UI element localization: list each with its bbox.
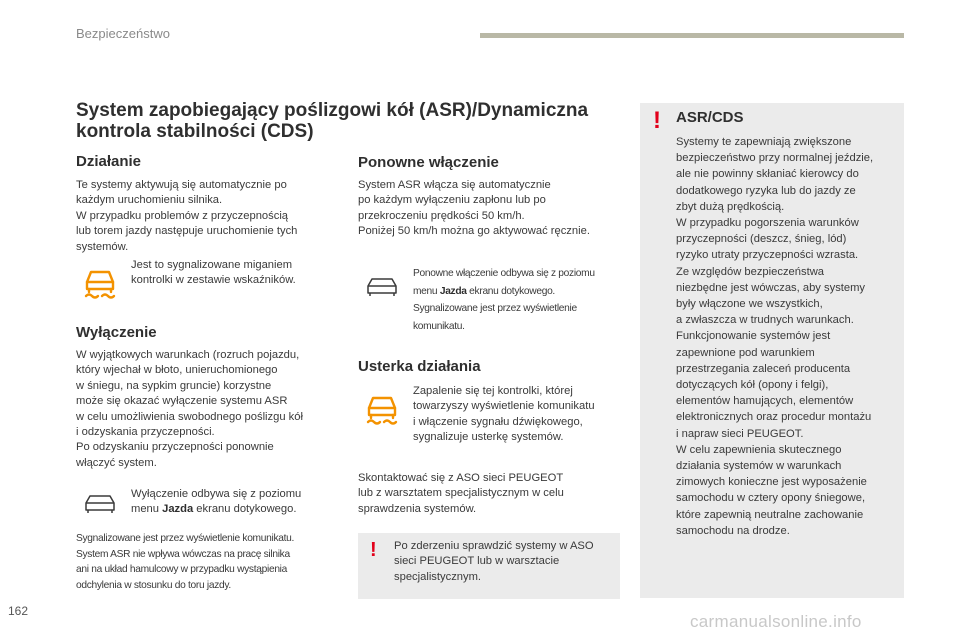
text-line: zapewnione pod warunkiem: [676, 346, 815, 359]
text-line: towarzyszy wyświetlenie komunikatu: [413, 400, 595, 413]
text-line: W wyjątkowych warunkach (rozruch pojazdu,: [76, 349, 300, 361]
text-line: W przypadku problemów z przyczepnością: [76, 209, 289, 222]
dzialanie-text: [76, 178, 346, 255]
text-line: ani na układ hamulcowy w przypadku wystąpienia: [76, 564, 288, 575]
text-line: i włączenie sygnału dźwiękowego,: [413, 415, 583, 428]
exclamation-icon: !: [653, 107, 661, 134]
text-line: Jest to sygnalizowane miganiem: [131, 259, 293, 271]
watermark: carmanualsonline.info: [690, 612, 862, 631]
text-line: który wjechał w błoto, unieruchomionego: [76, 364, 278, 377]
text-line: lub torem jazdy następuje uruchomienie tych: [76, 225, 298, 238]
wylaczenie-menu-text: [131, 487, 341, 518]
text-line: Po zderzeniu sprawdzić systemy w ASO: [394, 540, 594, 552]
wylaczenie-note: [76, 531, 356, 593]
ponowne-text: [358, 178, 628, 240]
text-line: elementów hamujących, elementów: [676, 395, 854, 408]
text-line: komunikatu.: [413, 320, 465, 332]
sidebar-heading: ASR/CDS: [676, 109, 744, 126]
text-line: Sygnalizowane jest przez wyświetlenie: [413, 303, 577, 314]
text-line: [131, 502, 341, 517]
text-line: zimowych konieczne jest wyposażenie: [676, 476, 867, 489]
text-line: elektronicznych oraz procedur montażu: [676, 411, 872, 424]
text-line: Systemy te zapewniają zwiększone: [676, 136, 852, 148]
text-line: Te systemy aktywują się automatycznie po: [76, 179, 287, 191]
text-line: Poniżej 50 km/h można go aktywować ręcznie.: [358, 225, 590, 238]
menu-name-bold: Jazda: [439, 285, 467, 297]
text-line: W przypadku pogorszenia warunków: [676, 217, 859, 230]
text-fragment: ekranu dotykowego.: [466, 285, 555, 297]
text-line: ale nie powinny skłaniać kierowcy do: [676, 168, 859, 181]
car-menu-icon: [82, 493, 118, 515]
text-line: samochodu na drodze.: [676, 524, 790, 537]
asr-cds-sidebar: [640, 103, 904, 598]
text-fragment: ekranu dotykowego.: [193, 503, 297, 516]
text-line: przyczepności (deszcz, śnieg, lód): [676, 233, 847, 246]
text-line: przestrzegania zaleceń producenta: [676, 362, 851, 375]
text-line: każdym uruchomieniu silnika.: [76, 194, 223, 207]
exclamation-icon: !: [370, 539, 377, 561]
car-menu-icon: [364, 276, 400, 298]
heading-usterka: Usterka działania: [358, 358, 481, 375]
text-line: sieci PEUGEOT lub w warsztacie: [394, 555, 560, 568]
text-line: lub z warsztatem specjalistycznym w celu: [358, 487, 564, 500]
text-line: działania systemów w warunkach: [676, 460, 842, 473]
text-line: a zwłaszcza w trudnych warunkach.: [676, 314, 854, 327]
text-line: niezbędne jest wówczas, aby systemy: [676, 281, 866, 294]
collision-note-text: [394, 539, 616, 585]
text-line: po każdym wyłączeniu zapłonu lub po: [358, 194, 546, 207]
section-label: Bezpieczeństwo: [76, 26, 170, 41]
text-line: ryzyko utraty przyczepności wzrasta.: [676, 249, 859, 262]
text-line: System ASR nie wpływa wówczas na pracę silnika: [76, 548, 290, 560]
text-line: w śniegu, na sypkim gruncie) korzystne: [76, 379, 272, 392]
text-line: [413, 283, 623, 301]
text-line: sygnalizuje usterkę systemów.: [413, 431, 564, 444]
asr-warning-lamp-icon: [80, 265, 120, 303]
text-line: Zapalenie się tej kontrolki, której: [413, 385, 573, 397]
text-line: sprawdzenia systemów.: [358, 502, 477, 515]
text-line: odchylenia w stosunku do toru jazdy.: [76, 579, 231, 591]
text-line: w celu umożliwienia swobodnego poślizgu kół: [76, 410, 303, 423]
wylaczenie-text: [76, 348, 346, 471]
text-line: Wyłączenie odbywa się z poziomu: [131, 488, 302, 500]
text-line: i napraw sieci PEUGEOT.: [676, 427, 804, 440]
text-line: może się okazać wyłączenie systemu ASR: [76, 395, 288, 408]
text-line: dotyczących kół (opony i felgi),: [676, 379, 829, 392]
text-line: kontrolki w zestawie wskaźników.: [131, 274, 296, 287]
text-line: zbyt dużą prędkością.: [676, 200, 785, 213]
text-line: Po odzyskaniu przyczepności ponownie: [76, 441, 274, 454]
title-line-2: kontrola stabilności (CDS): [76, 121, 314, 142]
text-line: Ze względów bezpieczeństwa: [676, 265, 824, 278]
text-line: Sygnalizowane jest przez wyświetlenie komunikatu.: [76, 533, 295, 544]
text-fragment: menu: [131, 503, 163, 516]
title-line-1: System zapobiegający poślizgowi kół (ASR)/Dynamiczna: [76, 100, 589, 121]
page-number: 162: [8, 604, 29, 618]
usterka-lamp-text: [413, 384, 623, 446]
usterka-text: [358, 471, 618, 517]
header-rule: [480, 33, 904, 38]
text-line: systemów.: [76, 240, 129, 253]
text-fragment: menu: [413, 285, 440, 297]
collision-note-box: [358, 533, 620, 599]
asr-warning-lamp-icon: [362, 391, 402, 429]
heading-ponowne: Ponowne włączenie: [358, 154, 499, 171]
text-line: Funkcjonowanie systemów jest: [676, 330, 831, 343]
heading-dzialanie: Działanie: [76, 153, 142, 170]
text-line: były włączone we wszystkich,: [676, 298, 823, 311]
ponowne-menu-text: [413, 265, 623, 335]
text-line: dodatkowego ryzyka lub do jazdy ze: [676, 184, 856, 197]
menu-name-bold: Jazda: [162, 503, 194, 516]
sidebar-text: [676, 134, 902, 539]
text-line: Skontaktować się z ASO sieci PEUGEOT: [358, 472, 564, 484]
text-line: które zapewnią neutralne zachowanie: [676, 508, 864, 521]
text-line: przekroczeniu prędkości 50 km/h.: [358, 209, 525, 222]
text-line: włączyć system.: [76, 456, 157, 469]
text-line: samochodu w cztery opony śniegowe,: [676, 492, 866, 505]
text-line: specjalistycznym.: [394, 570, 482, 583]
text-line: Ponowne włączenie odbywa się z poziomu: [413, 268, 595, 279]
page-title: [76, 100, 616, 142]
text-line: i odzyskania przyczepności.: [76, 426, 215, 439]
heading-wylaczenie: Wyłączenie: [76, 324, 157, 341]
dzialanie-lamp-text: [131, 258, 331, 289]
text-line: bezpieczeństwo przy normalnej jeździe,: [676, 152, 874, 165]
text-line: W celu zapewnienia skutecznego: [676, 443, 842, 456]
text-line: System ASR włącza się automatycznie: [358, 179, 551, 191]
